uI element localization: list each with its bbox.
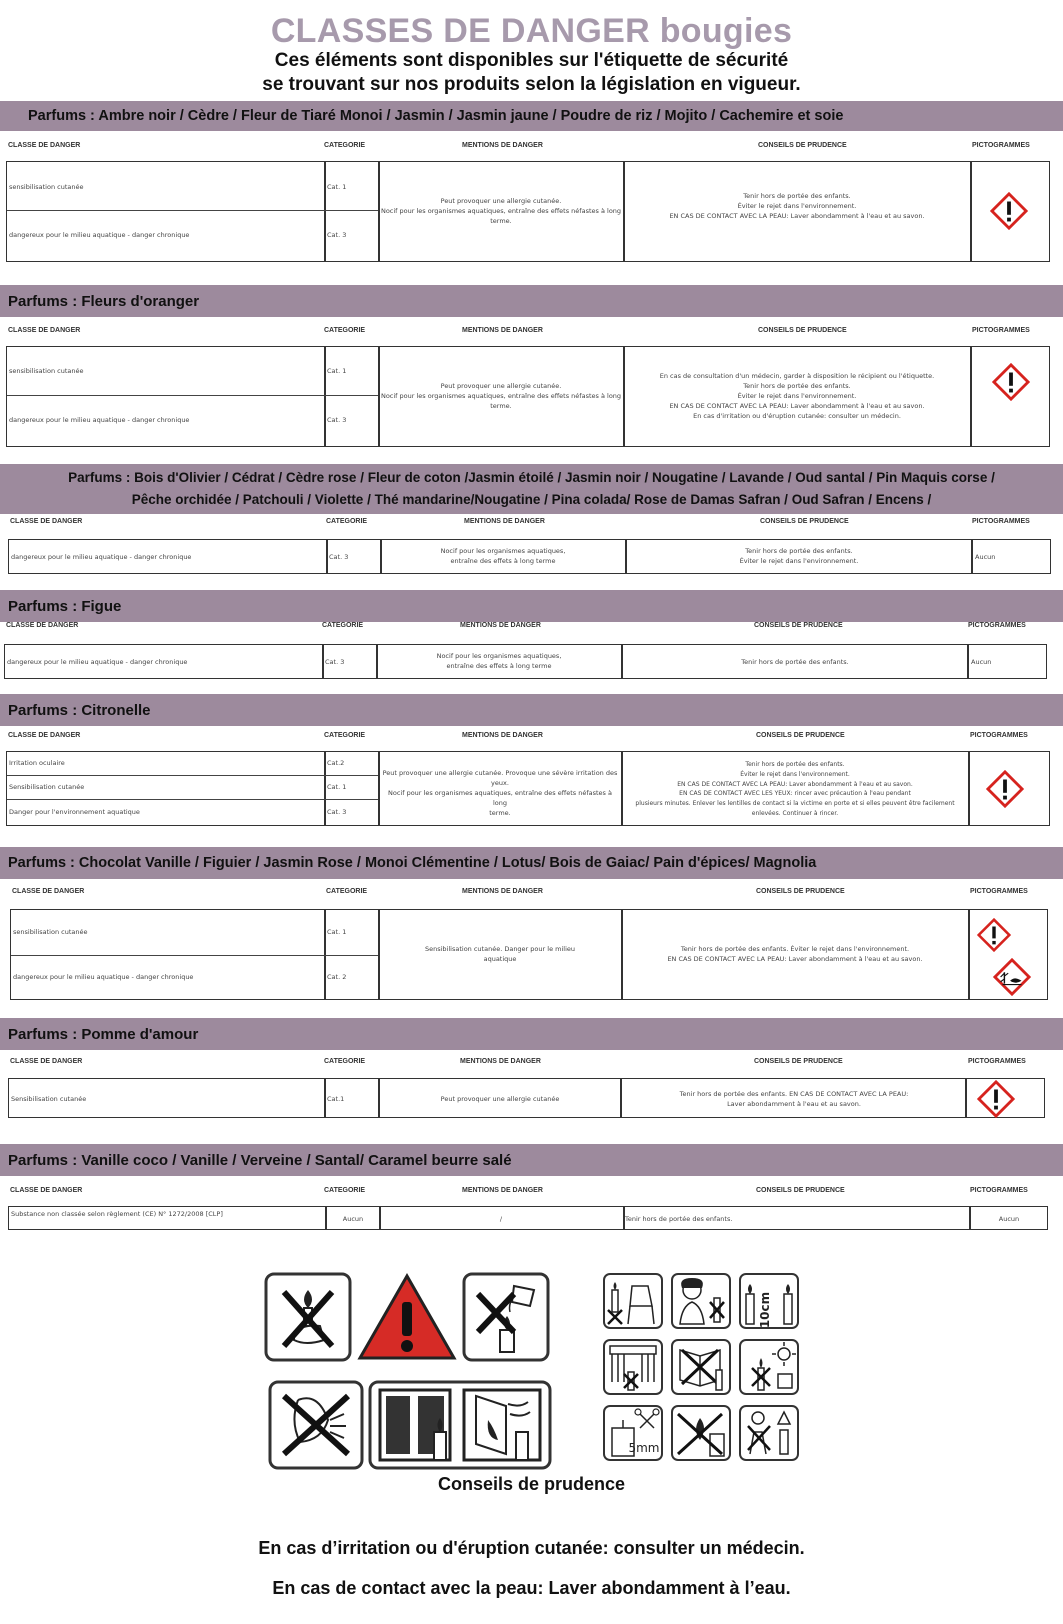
no-water-on-flame-icon bbox=[462, 1272, 550, 1362]
classe-cell: Danger pour l'environnement aquatique bbox=[9, 808, 140, 816]
mentions-cell: Nocif pour les organismes aquatiques, entraîne des effets à long terme bbox=[436, 652, 562, 670]
classe-cell: Irritation oculaire bbox=[9, 759, 65, 767]
hazard-table-5 bbox=[6, 751, 1050, 826]
column-headers bbox=[0, 142, 1063, 156]
no-candle-in-sun-draft-icon bbox=[738, 1338, 800, 1396]
ghs-exclamation-icon bbox=[977, 1080, 1015, 1118]
conseils-cell: Tenir hors de portée des enfants. bbox=[625, 1215, 733, 1223]
section-title-line-2: Pêche orchidée / Patchouli / Violette / Thé mandarine/Nougatine / Pina colada/ Rose de Damas Safran / Oud Safran / Encens / bbox=[131, 492, 932, 507]
no-blow-out-icon bbox=[268, 1380, 364, 1470]
section-title: Parfums : Vanille coco / Vanille / Verveine / Santal/ Caramel beurre salé bbox=[8, 1151, 512, 1169]
categorie-cell: Cat. 3 bbox=[327, 231, 347, 239]
column-headers: CLASSE DE DANGER CATEGORIE MENTIONS DE DANGER CONSEILS DE PRUDENCE PICTOGRAMMES bbox=[12, 888, 1028, 895]
section-title: Parfums : Fleurs d'oranger bbox=[8, 292, 200, 310]
column-headers: CLASSE DE DANGER CATEGORIE MENTIONS DE DANGER CONSEILS DE PRUDENCE PICTOGRAMMES bbox=[10, 518, 1030, 525]
categorie-cell: Cat. 1 bbox=[327, 783, 347, 791]
categorie-cell: Cat.2 bbox=[327, 759, 345, 767]
classe-cell: Sensibilisation cutanée bbox=[11, 1095, 87, 1103]
page-title: CLASSES DE DANGER bougies bbox=[270, 12, 793, 50]
mentions-cell: Peut provoquer une allergie cutanée. Provoque une sévère irritation des yeux. Nocif pour les organismes aquatiques, entraîne des effets néfastes à long terme. bbox=[382, 769, 618, 817]
header-categorie: CATEGORIE bbox=[324, 142, 366, 149]
section-band-7 bbox=[0, 1018, 1063, 1050]
ghs-environment-icon bbox=[993, 958, 1031, 996]
classe-cell: dangereux pour le milieu aquatique - danger chronique bbox=[13, 973, 194, 981]
section-band-3 bbox=[0, 464, 1063, 514]
section-title: Parfums : Pomme d'amour bbox=[8, 1025, 199, 1043]
wick-length-label: 5mm bbox=[628, 1441, 660, 1455]
categorie-cell: Cat. 3 bbox=[327, 416, 347, 424]
hazard-table-6 bbox=[10, 909, 1048, 1000]
section-title: Parfums : Chocolat Vanille / Figuier / Jasmin Rose / Monoi Clémentine / Lotus/ Bois de Gaiac/ Pain d'épices/ Magnolia bbox=[8, 855, 817, 871]
section-band-2 bbox=[0, 285, 1063, 317]
conseils-cell: Tenir hors de portée des enfants. Éviter le rejet dans l'environnement. bbox=[739, 547, 859, 565]
subtitle-line-2: se trouvant sur nos produits selon la législation en vigueur. bbox=[262, 74, 801, 95]
hazard-table-4 bbox=[4, 644, 1047, 679]
header-mentions: MENTIONS DE DANGER bbox=[462, 142, 543, 149]
no-flame-near-paper-icon bbox=[670, 1404, 732, 1462]
no-touch-flame-icon bbox=[264, 1272, 352, 1362]
mentions-cell: Nocif pour les organismes aquatiques, entraîne des effets à long terme bbox=[440, 547, 566, 565]
section-band-1 bbox=[0, 101, 1063, 131]
categorie-cell: Cat. 1 bbox=[327, 928, 347, 936]
no-candle-under-curtains-icon bbox=[602, 1338, 664, 1396]
conseils-cell: Tenir hors de portée des enfants. Éviter le rejet dans l'environnement. EN CAS DE CONTACT AVEC LA PEAU: Laver abondamment à l'eau et au savon. bbox=[667, 945, 923, 963]
classe-cell: Substance non classée selon règlement (CE) N° 1272/2008 [CLP] bbox=[11, 1210, 223, 1218]
conseils-cell: Tenir hors de portée des enfants. Éviter le rejet dans l'environnement. EN CAS DE CONTACT AVEC LA PEAU: Laver abondamment à l'eau et au savon. bbox=[669, 192, 925, 220]
advice-irritation: En cas d’irritation ou d'éruption cutanée: consulter un médecin. bbox=[258, 1538, 805, 1558]
keep-away-from-children-icon bbox=[670, 1272, 732, 1330]
classe-cell: Sensibilisation cutanée bbox=[9, 783, 85, 791]
picto-cell: Aucun bbox=[975, 553, 996, 561]
hazard-table-1 bbox=[6, 161, 1050, 262]
ghs-exclamation-icon bbox=[977, 918, 1011, 952]
classe-cell: sensibilisation cutanée bbox=[9, 183, 84, 191]
section-band-5 bbox=[0, 694, 1063, 726]
no-candle-near-person-icon bbox=[738, 1404, 800, 1462]
categorie-cell: Cat. 3 bbox=[327, 808, 347, 816]
classe-cell: dangereux pour le milieu aquatique - danger chronique bbox=[9, 231, 190, 239]
categorie-cell: Cat. 1 bbox=[327, 183, 347, 191]
classe-cell: dangereux pour le milieu aquatique - danger chronique bbox=[7, 658, 188, 666]
column-headers: CLASSE DE DANGER CATEGORIE MENTIONS DE DANGER CONSEILS DE PRUDENCE PICTOGRAMMES bbox=[8, 732, 1028, 739]
section-band-8 bbox=[0, 1144, 1063, 1176]
hazard-table-2 bbox=[6, 346, 1050, 447]
trim-wick-icon bbox=[602, 1404, 664, 1462]
ghs-exclamation-icon bbox=[986, 770, 1024, 808]
no-candle-near-books-icon bbox=[670, 1338, 732, 1396]
categorie-cell: Cat. 3 bbox=[329, 553, 349, 561]
advice-skin-contact: En cas de contact avec la peau: Laver abondamment à l’eau. bbox=[272, 1578, 791, 1598]
mentions-cell: Peut provoquer une allergie cutanée. Nocif pour les organismes aquatiques, entraîne des effets néfastes à long terme. bbox=[380, 382, 622, 410]
picto-cell: Aucun bbox=[998, 1215, 1020, 1223]
conseils-cell: En cas de consultation d'un médecin, garder à disposition le récipient ou l'étiquette. Tenir hors de portée des enfants. Éviter le rejet dans l'environnement. EN CAS DE CONTACT AVEC LA PEAU: Laver abondamment à l'eau et au savon. En cas d'irritation ou d'éruption cutanée: consulter un médecin. bbox=[659, 372, 935, 420]
danger-triangle-icon bbox=[356, 1272, 458, 1362]
classe-cell: dangereux pour le milieu aquatique - danger chronique bbox=[9, 416, 190, 424]
classe-cell: sensibilisation cutanée bbox=[13, 928, 88, 936]
no-draft-window-icon bbox=[368, 1380, 552, 1470]
column-headers: CLASSE DE DANGER CATEGORIE MENTIONS DE DANGER CONSEILS DE PRUDENCE PICTOGRAMMES bbox=[10, 1187, 1028, 1194]
header-pictogrammes: PICTOGRAMMES bbox=[972, 142, 1030, 149]
hazard-table-7 bbox=[8, 1078, 1045, 1118]
section-title: Parfums : Citronelle bbox=[8, 701, 151, 719]
header-conseils: CONSEILS DE PRUDENCE bbox=[758, 142, 847, 149]
section-title: Parfums : Figue bbox=[8, 597, 122, 615]
conseils-cell: Tenir hors de portée des enfants. EN CAS DE CONTACT AVEC LA PEAU: Laver abondamment à l'eau et au savon. bbox=[679, 1090, 909, 1108]
conseils-cell: Tenir hors de portée des enfants. Éviter le rejet dans l'environnement. EN CAS DE CONTACT AVEC LA PEAU: Laver abondamment à l'eau et au savon. EN CAS DE CONTACT AVEC LES YEUX: rincer avec précaution à l'eau pendant plusieurs minutes. Enlever les lentilles de contact si la victime en porte et si elles peuvent être facilement enlevées. Continuer à rincer. bbox=[635, 761, 955, 817]
categorie-cell: Cat. 3 bbox=[325, 658, 345, 666]
ghs-exclamation-icon bbox=[992, 363, 1030, 401]
no-candle-near-furniture-icon bbox=[602, 1272, 664, 1330]
conseils-cell: Tenir hors de portée des enfants. bbox=[741, 658, 849, 666]
icons-caption: Conseils de prudence bbox=[437, 1474, 626, 1494]
spacing-label: 10cm bbox=[758, 1291, 772, 1329]
categorie-cell: Aucun bbox=[342, 1215, 364, 1223]
header-classe: CLASSE DE DANGER bbox=[8, 142, 81, 149]
section-band-4 bbox=[0, 590, 1063, 622]
subtitle-line-1: Ces éléments sont disponibles sur l'étiquette de sécurité bbox=[274, 50, 789, 71]
classe-cell: dangereux pour le milieu aquatique - danger chronique bbox=[11, 553, 192, 561]
section-band-6 bbox=[0, 847, 1063, 879]
classe-cell: sensibilisation cutanée bbox=[9, 367, 84, 375]
section-title-line-1: Parfums : Bois d'Olivier / Cédrat / Cèdre rose / Fleur de coton /Jasmin étoilé / Jasmin noir / Nougatine / Lavande / Oud santal / Pin Maquis corse / bbox=[68, 470, 995, 485]
mentions-cell: Peut provoquer une allergie cutanée. Nocif pour les organismes aquatiques, entraîne des effets néfastes à long terme. bbox=[380, 197, 622, 225]
column-headers: CLASSE DE DANGER CATEGORIE MENTIONS DE DANGER CONSEILS DE PRUDENCE PICTOGRAMMES bbox=[8, 327, 1030, 334]
categorie-cell: Cat.1 bbox=[327, 1095, 345, 1103]
mentions-cell: Peut provoquer une allergie cutanée bbox=[440, 1095, 560, 1103]
column-headers: CLASSE DE DANGER CATEGORIE MENTIONS DE DANGER CONSEILS DE PRUDENCE PICTOGRAMMES bbox=[6, 622, 1026, 629]
categorie-cell: Cat. 1 bbox=[327, 367, 347, 375]
picto-cell: Aucun bbox=[971, 658, 992, 666]
ghs-exclamation-icon bbox=[990, 192, 1028, 230]
hazard-table-8 bbox=[8, 1206, 1048, 1230]
categorie-cell: Cat. 2 bbox=[327, 973, 347, 981]
mentions-cell: / bbox=[499, 1215, 503, 1223]
section-title: Parfums : Ambre noir / Cèdre / Fleur de Tiaré Monoi / Jasmin / Jasmin jaune / Poudre de riz / Mojito / Cachemire et soie bbox=[28, 108, 844, 124]
mentions-cell: Sensibilisation cutanée. Danger pour le milieu aquatique bbox=[424, 945, 575, 963]
candle-spacing-icon bbox=[738, 1272, 800, 1330]
hazard-table-3 bbox=[8, 539, 1051, 574]
column-headers: CLASSE DE DANGER CATEGORIE MENTIONS DE DANGER CONSEILS DE PRUDENCE PICTOGRAMMES bbox=[10, 1058, 1026, 1065]
